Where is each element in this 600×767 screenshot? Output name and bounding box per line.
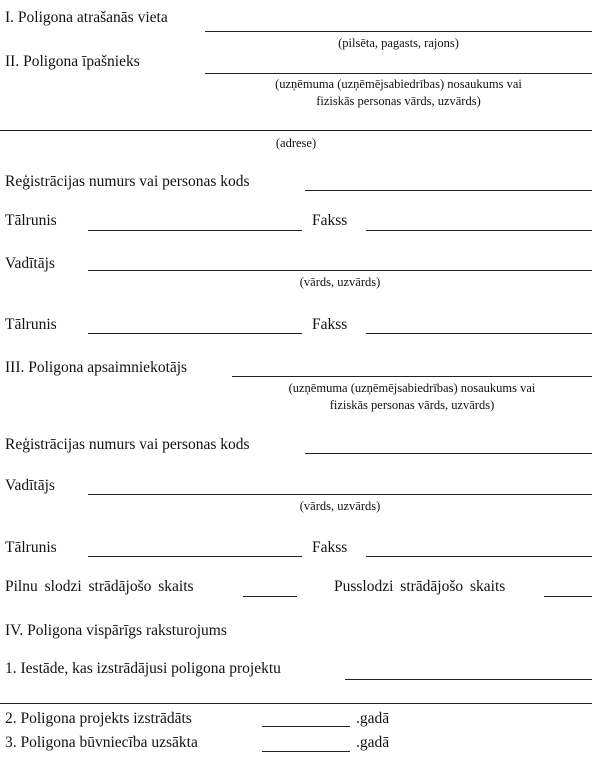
item3-label: 3. Poligona būvniecība uzsākta	[5, 734, 198, 751]
owner-manager-label: Vadītājs	[5, 255, 55, 272]
operator-phone-field[interactable]	[88, 556, 302, 557]
owner-fax2-field[interactable]	[366, 333, 592, 334]
address-caption: (adrese)	[275, 136, 317, 150]
operator-phone-label: Tālrunis	[5, 539, 57, 556]
item2-label: 2. Poligona projekts izstrādāts	[5, 710, 192, 727]
address-field[interactable]	[0, 130, 592, 131]
operator-manager-label: Vadītājs	[5, 477, 55, 494]
owner-caption-line2: fiziskās personas vārds, uzvārds)	[316, 94, 481, 108]
owner-caption-line1: (uzņēmuma (uzņēmējsabiedrības) nosaukums vai	[275, 77, 522, 91]
owner-manager-caption: (vārds, uzvārds)	[299, 275, 381, 289]
fulltime-field[interactable]	[243, 596, 297, 597]
owner-fax-label: Fakss	[312, 212, 348, 229]
operator-fax-field[interactable]	[366, 556, 592, 557]
parttime-label: Pusslodzi strādājošo skaits	[334, 578, 506, 595]
owner-phone2-field[interactable]	[88, 333, 302, 334]
operator-fax-label: Fakss	[312, 539, 348, 556]
operator-label: III. Poligona apsaimniekotājs	[5, 359, 188, 376]
fulltime-label: Pilnu slodzi strādājošo skaits	[5, 578, 194, 595]
operator-reg-label: Reģistrācijas numurs vai personas kods	[5, 436, 250, 453]
owner-fax2-label: Fakss	[312, 316, 348, 333]
operator-manager-caption: (vārds, uzvārds)	[299, 499, 381, 513]
owner-fax-field[interactable]	[366, 230, 592, 231]
owner-phone2-label: Tālrunis	[5, 316, 57, 333]
location-label: I. Poligona atrašanās vieta	[5, 9, 168, 26]
owner-reg-label: Reģistrācijas numurs vai personas kods	[5, 173, 250, 190]
operator-reg-field[interactable]	[305, 453, 592, 454]
operator-caption-line2: fiziskās personas vārds, uzvārds)	[329, 398, 495, 412]
operator-field[interactable]	[232, 376, 592, 377]
item1-label: 1. Iestāde, kas izstrādājusi poligona projektu	[5, 660, 281, 677]
section4-heading: IV. Poligona vispārīgs raksturojums	[5, 622, 227, 639]
location-caption: (pilsēta, pagasts, rajons)	[338, 36, 459, 50]
operator-manager-field[interactable]	[88, 494, 592, 495]
parttime-field[interactable]	[544, 596, 592, 597]
item3-suffix: .gadā	[356, 734, 390, 751]
owner-reg-field[interactable]	[305, 190, 592, 191]
item1-field[interactable]	[345, 679, 592, 680]
owner-phone-label: Tālrunis	[5, 212, 57, 229]
operator-caption-line1: (uzņēmuma (uzņēmējsabiedrības) nosaukums vai	[288, 381, 536, 395]
item1-field-line2[interactable]	[0, 703, 592, 704]
owner-field[interactable]	[205, 73, 592, 74]
location-field[interactable]	[205, 31, 592, 32]
item2-suffix: .gadā	[356, 710, 390, 727]
owner-phone-field[interactable]	[88, 230, 302, 231]
owner-label: II. Poligona īpašnieks	[5, 53, 140, 70]
item3-year-field[interactable]	[262, 751, 350, 752]
owner-manager-field[interactable]	[88, 270, 592, 271]
item2-year-field[interactable]	[262, 726, 350, 727]
